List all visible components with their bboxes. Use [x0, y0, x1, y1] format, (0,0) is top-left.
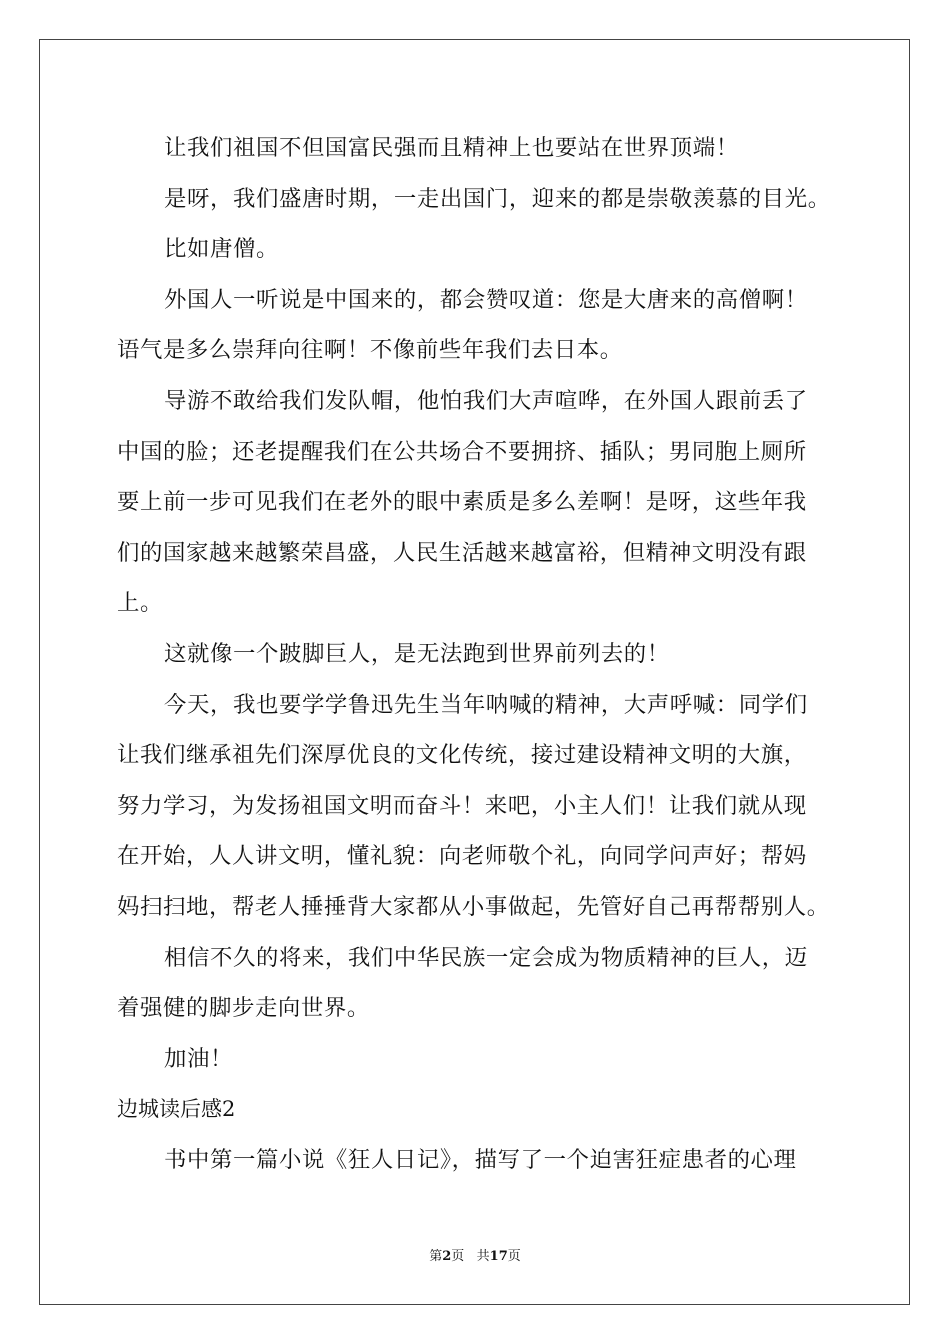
- paragraph-line: 语气是多么崇拜向往啊！不像前些年我们去日本。: [117, 337, 623, 364]
- section-heading: 边城读后感2: [117, 1097, 236, 1122]
- paragraph-line: 中国的脸；还老提醒我们在公共场合不要拥挤、插队；男同胞上厕所: [117, 438, 807, 465]
- footer-suffix: 页: [507, 1249, 521, 1264]
- footer-mid: 页 共: [451, 1249, 490, 1264]
- paragraph-line: 在开始，人人讲文明，懂礼貌：向老师敬个礼，向同学问声好；帮妈: [117, 843, 807, 870]
- paragraph-line: 这就像一个跛脚巨人，是无法跑到世界前列去的！: [164, 640, 670, 667]
- paragraph-line: 要上前一步可见我们在老外的眼中素质是多么差啊！是呀，这些年我: [117, 489, 807, 516]
- paragraph-line: 加油！: [164, 1045, 233, 1072]
- paragraph-line: 相信不久的将来，我们中华民族一定会成为物质精神的巨人，迈: [164, 944, 808, 971]
- paragraph-line: 上。: [117, 590, 163, 617]
- paragraph-line: 们的国家越来越繁荣昌盛，人民生活越来越富裕，但精神文明没有跟: [117, 539, 807, 566]
- paragraph-line: 是呀，我们盛唐时期，一走出国门，迎来的都是崇敬羡慕的目光。: [164, 185, 831, 212]
- paragraph-line: 着强健的脚步走向世界。: [117, 995, 370, 1022]
- paragraph-line: 书中第一篇小说《狂人日记》，描写了一个迫害狂症患者的心理: [164, 1146, 797, 1173]
- paragraph-line: 让我们祖国不但国富民强而且精神上也要站在世界顶端！: [164, 135, 739, 161]
- document-body: [117, 128, 852, 1190]
- paragraph-line: 导游不敢给我们发队帽，他怕我们大声喧哗，在外国人跟前丢了: [164, 387, 808, 414]
- paragraph-line: 让我们继承祖先们深厚优良的文化传统，接过建设精神文明的大旗，: [117, 742, 807, 769]
- footer-prefix: 第: [429, 1249, 443, 1264]
- page-footer: [0, 1245, 950, 1264]
- paragraph-line: 妈扫扫地，帮老人捶捶背大家都从小事做起，先管好自己再帮帮别人。: [117, 893, 830, 920]
- paragraph-line: 努力学习，为发扬祖国文明而奋斗！来吧，小主人们！让我们就从现: [117, 792, 807, 819]
- paragraph-line: 今天，我也要学学鲁迅先生当年呐喊的精神，大声呼喊：同学们: [164, 691, 808, 718]
- paragraph-line: 比如唐僧。: [164, 236, 279, 263]
- footer-current-page: 2: [442, 1249, 452, 1264]
- footer-total-pages: 17: [489, 1249, 508, 1264]
- paragraph-line: 外国人一听说是中国来的，都会赞叹道：您是大唐来的高僧啊！: [164, 286, 808, 313]
